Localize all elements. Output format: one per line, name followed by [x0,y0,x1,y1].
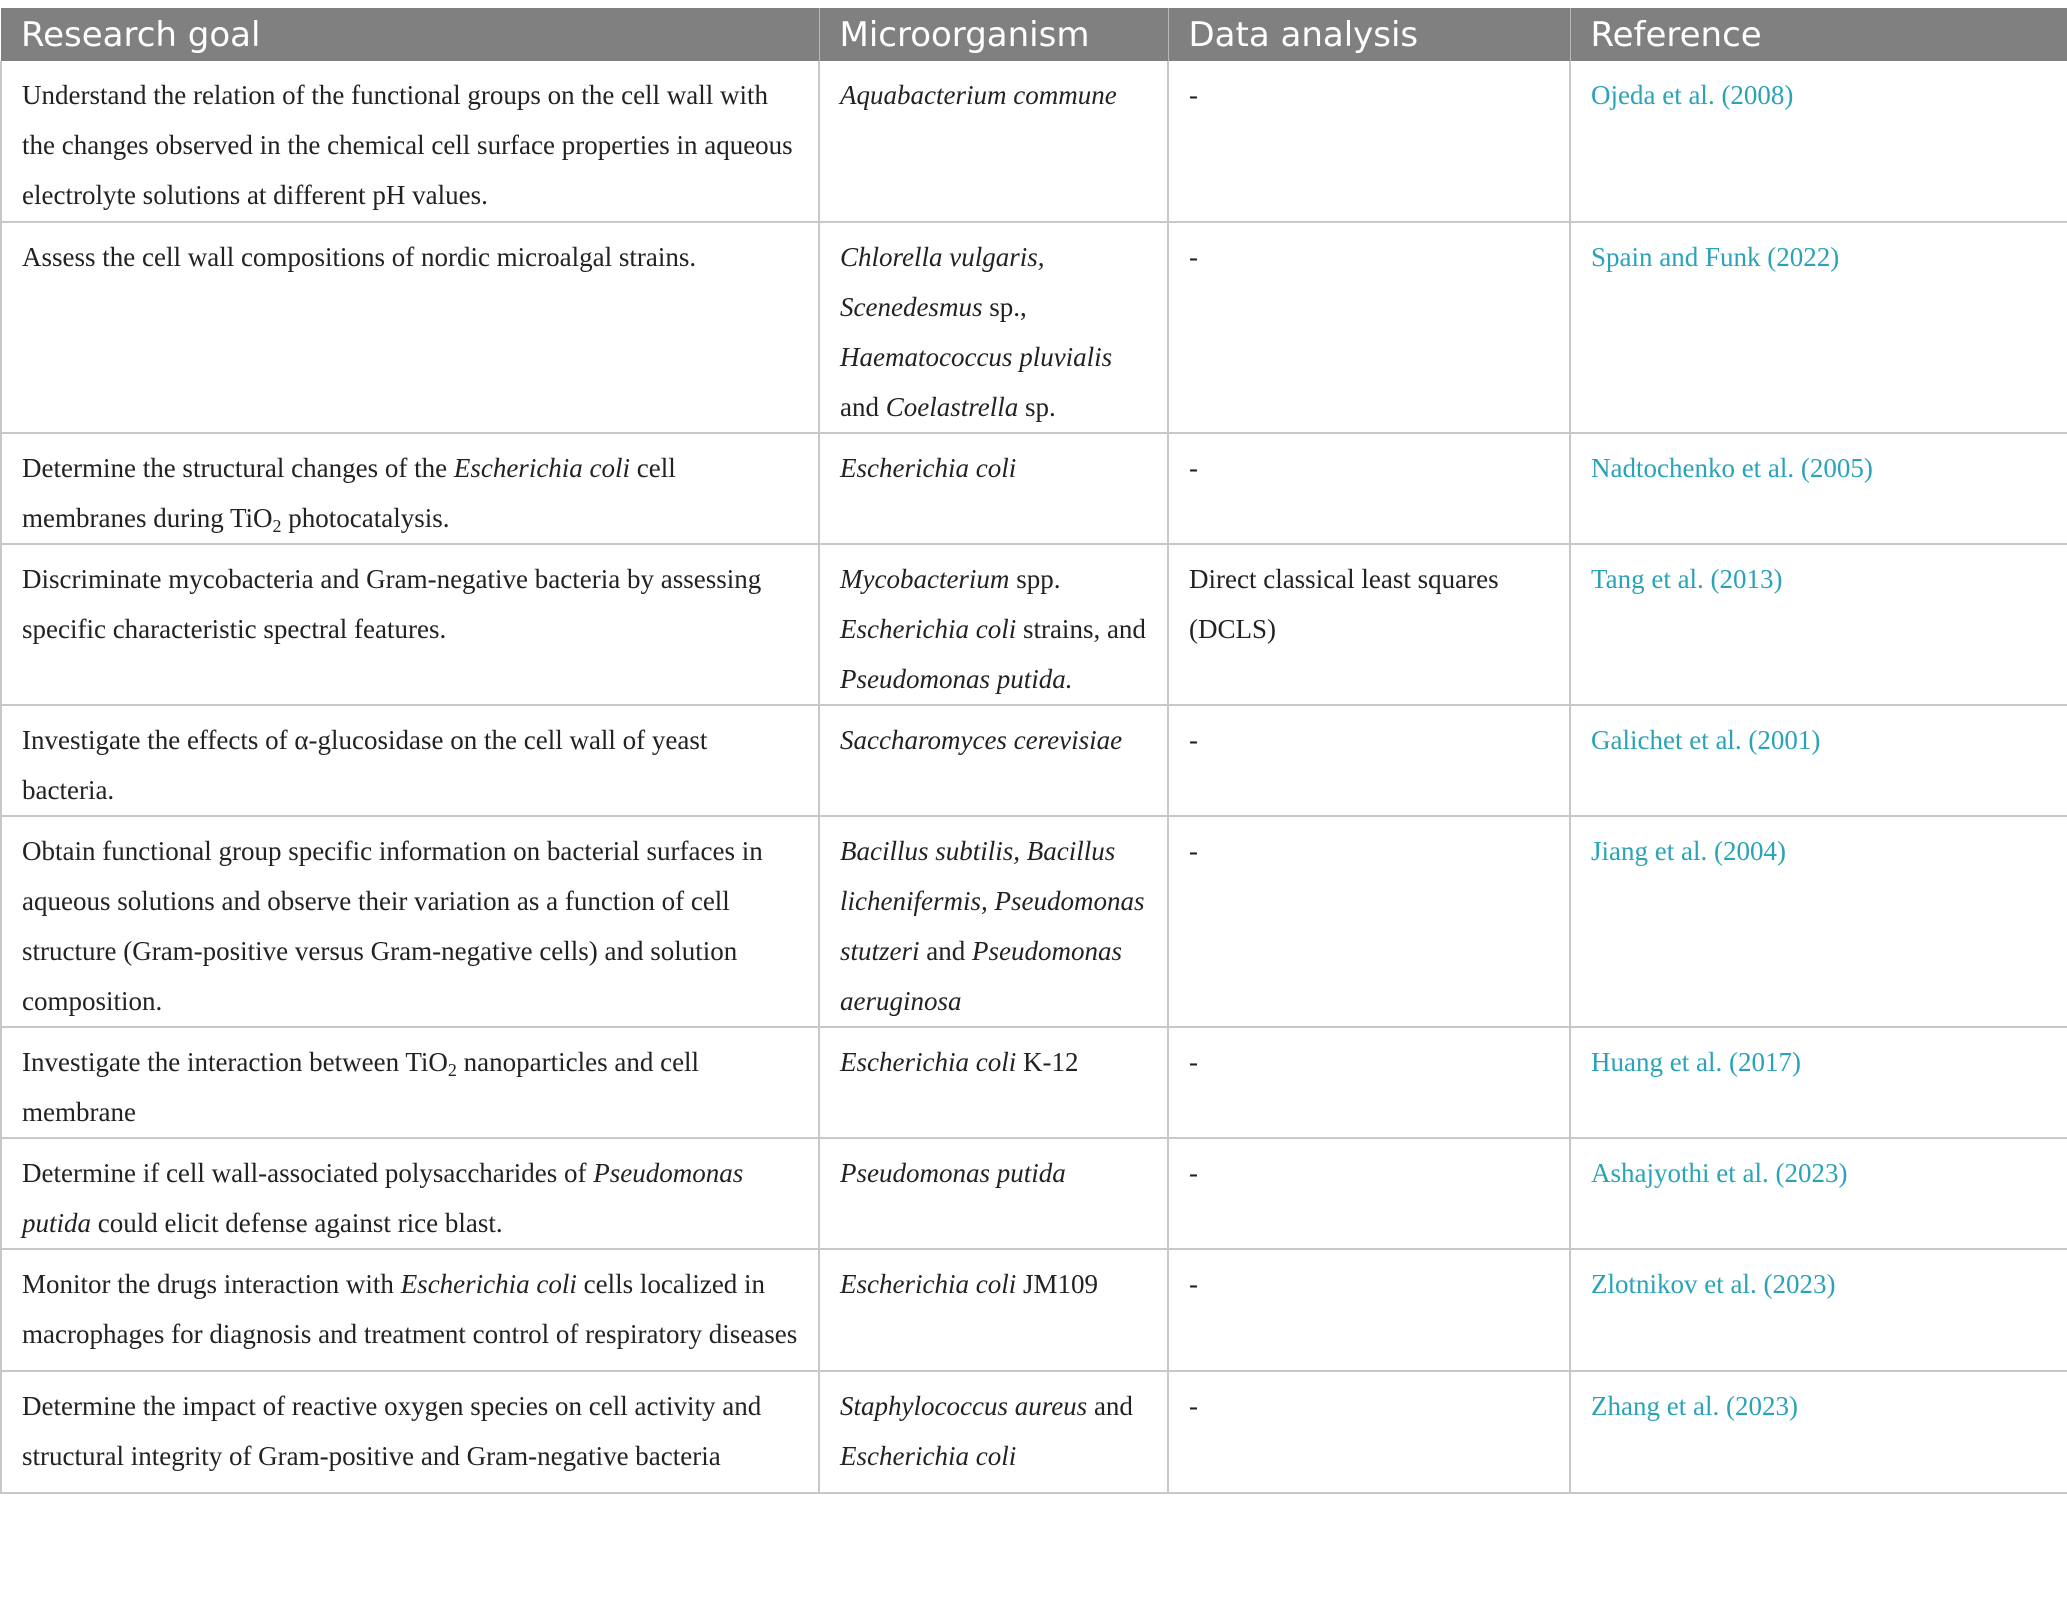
text-segment: Monitor the drugs interaction with [22,1269,401,1299]
reference-link[interactable]: Tang et al. (2013) [1591,564,1783,594]
text-segment: and [919,936,972,966]
italic-text: Escherichia coli [453,453,631,483]
cell-reference [1570,816,2067,1027]
cell-research-goal [1,1027,819,1138]
cell-data-analysis: - [1168,1138,1570,1249]
cell-data-analysis: - [1168,433,1570,544]
cell-data-analysis: - [1168,1249,1570,1371]
italic-text: Mycobacterium [840,564,1010,594]
research-table [0,8,2067,1494]
header-microorganism: Microorganism [819,8,1168,61]
text-segment: and [840,392,886,422]
cell-microorganism [819,61,1168,222]
cell-research-goal [1,1138,819,1249]
text-segment: 2 [447,1060,457,1080]
cell-reference [1570,222,2067,433]
text-segment: photocatalysis. [281,503,450,533]
text-segment: Understand the relation of the functional groups on the cell wall with the changes observed in the chemical cell surface properties in aqueous electrolyte solutions at different pH values. [22,80,793,210]
cell-research-goal [1,1249,819,1371]
table-row [1,1371,2067,1493]
cell-data-analysis: - [1168,222,1570,433]
text-segment: cell membranes during TiO [22,453,676,533]
italic-text: Aquabacterium commune [840,80,1117,110]
cell-data-analysis: - [1168,1027,1570,1138]
research-table-container [0,8,2067,1494]
cell-research-goal [1,816,819,1027]
text-segment: and [1087,1391,1133,1421]
table-header [1,8,2067,61]
cell-data-analysis: Direct classical least squares (DCLS) [1168,544,1570,705]
cell-microorganism [819,1371,1168,1493]
cell-data-analysis: - [1168,1371,1570,1493]
cell-reference [1570,433,2067,544]
cell-microorganism [819,1138,1168,1249]
cell-research-goal [1,544,819,705]
text-segment: cells localized in macrophages for diagnosis and treatment control of respiratory diseases [22,1269,798,1349]
table-body [1,61,2067,1493]
italic-text: Pseudomonas aeruginosa [840,936,1122,1016]
table-row [1,1249,2067,1371]
cell-reference [1570,544,2067,705]
cell-microorganism [819,816,1168,1027]
italic-text: Coelastrella [885,392,1019,422]
italic-text: Escherichia coli [400,1269,577,1299]
text-segment: could elicit defense against rice blast. [91,1208,503,1238]
italic-text: Escherichia coli [840,1269,1017,1299]
cell-research-goal [1,705,819,816]
italic-text: Haematococcus pluvialis [840,342,1113,372]
table-row [1,61,2067,222]
text-segment: spp. [1009,564,1061,594]
reference-link[interactable]: Spain and Funk (2022) [1591,242,1840,272]
italic-text: Escherichia coli [840,1441,1017,1471]
table-row [1,544,2067,705]
cell-research-goal [1,433,819,544]
text-segment: Determine if cell wall-associated polysaccharides of [22,1158,594,1188]
italic-text: Pseudomonas putida [840,1158,1066,1188]
reference-link[interactable]: Galichet et al. (2001) [1591,725,1821,755]
cell-research-goal [1,61,819,222]
reference-link[interactable]: Zlotnikov et al. (2023) [1591,1269,1836,1299]
cell-microorganism [819,1249,1168,1371]
table-row [1,816,2067,1027]
italic-text: Chlorella vulgaris, [840,242,1045,272]
cell-reference [1570,1249,2067,1371]
cell-data-analysis: - [1168,705,1570,816]
italic-text: Scenedesmus [840,292,983,322]
cell-research-goal [1,222,819,433]
text-segment: Obtain functional group specific information on bacterial surfaces in aqueous solutions and observe their variation as a function of cell structure (Gram-positive versus Gram-negative cells) and solution composition. [22,836,763,1016]
cell-reference [1570,61,2067,222]
reference-link[interactable]: Nadtochenko et al. (2005) [1591,453,1873,483]
text-segment: Determine the structural changes of the [22,453,454,483]
text-segment: K-12 [1016,1047,1079,1077]
text-segment: Discriminate mycobacteria and Gram-negative bacteria by assessing specific characteristic spectral features. [22,564,762,644]
cell-microorganism [819,1027,1168,1138]
cell-microorganism [819,433,1168,544]
reference-link[interactable]: Jiang et al. (2004) [1591,836,1786,866]
text-segment: Determine the impact of reactive oxygen species on cell activity and structural integrity of Gram-positive and Gram-negative bacteria [22,1391,762,1471]
text-segment: Investigate the interaction between TiO [22,1047,448,1077]
cell-microorganism [819,222,1168,433]
italic-text: Saccharomyces cerevisiae [840,725,1123,755]
reference-link[interactable]: Huang et al. (2017) [1591,1047,1801,1077]
header-row [1,8,2067,61]
text-segment: strains, and [1016,614,1146,644]
text-segment: 2 [272,516,282,536]
cell-data-analysis: - [1168,816,1570,1027]
text-segment: Investigate the effects of α-glucosidase on the cell wall of yeast bacteria. [22,725,708,805]
italic-text: Escherichia coli [840,453,1017,483]
italic-text: Bacillus subtilis, Bacillus lichenifermis, Pseudomonas stutzeri [840,836,1145,966]
cell-microorganism [819,544,1168,705]
text-segment: JM109 [1016,1269,1098,1299]
italic-text: Escherichia coli [840,614,1017,644]
italic-text: Pseudomonas putida [22,1158,744,1238]
cell-microorganism [819,705,1168,816]
italic-text: Escherichia coli [840,1047,1017,1077]
reference-link[interactable]: Ojeda et al. (2008) [1591,80,1794,110]
table-row [1,222,2067,433]
cell-data-analysis: - [1168,61,1570,222]
table-row [1,1138,2067,1249]
cell-reference [1570,1371,2067,1493]
italic-text: Pseudomonas putida. [840,664,1073,694]
header-data-analysis: Data analysis [1168,8,1570,61]
cell-reference [1570,1138,2067,1249]
italic-text: Staphylococcus aureus [840,1391,1088,1421]
cell-reference [1570,705,2067,816]
reference-link[interactable]: Zhang et al. (2023) [1591,1391,1798,1421]
cell-research-goal [1,1371,819,1493]
header-reference: Reference [1570,8,2067,61]
text-segment: nanoparticles and cell membrane [22,1047,700,1127]
text-segment: Assess the cell wall compositions of nordic microalgal strains. [22,242,697,272]
text-segment: sp., [982,292,1027,322]
table-row [1,1027,2067,1138]
reference-link[interactable]: Ashajyothi et al. (2023) [1591,1158,1848,1188]
text-segment: sp. [1018,392,1056,422]
cell-reference [1570,1027,2067,1138]
table-row [1,433,2067,544]
header-research-goal: Research goal [21,14,261,55]
table-row [1,705,2067,816]
